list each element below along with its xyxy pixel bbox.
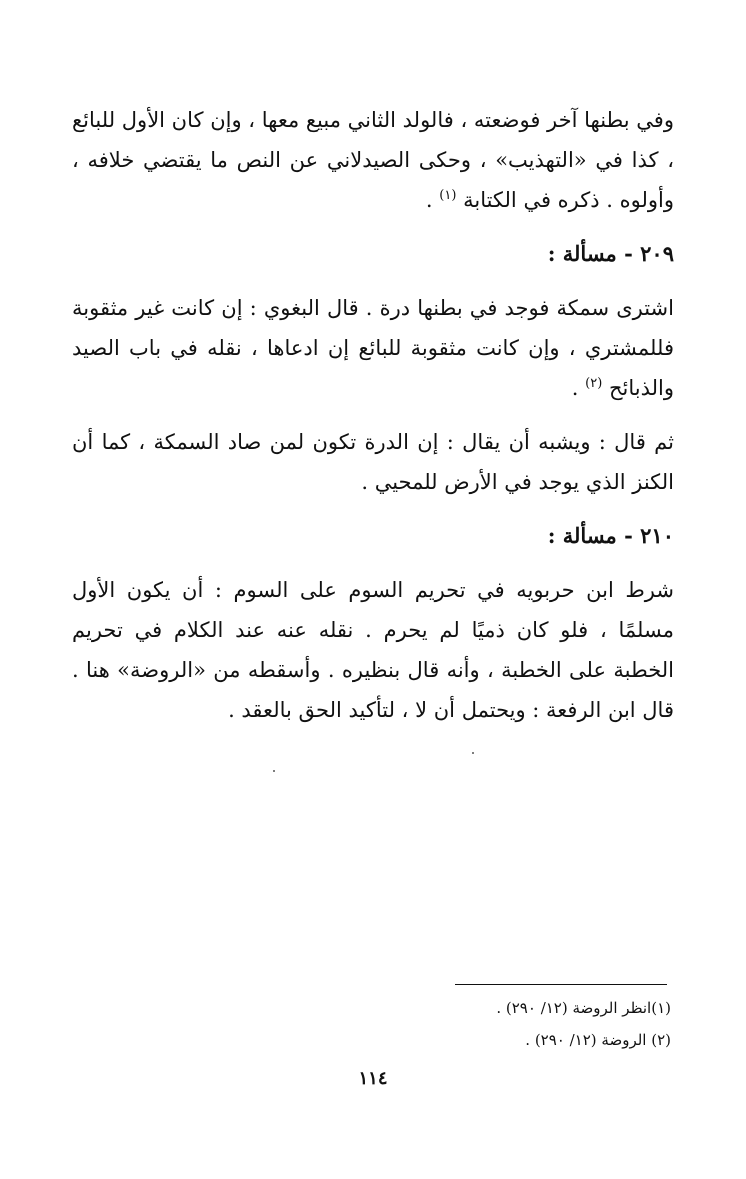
paragraph-2 [72, 288, 674, 408]
scan-speck [273, 770, 275, 772]
issue-heading-209: ٢٠٩ - مسألة : [547, 241, 674, 266]
page-number: ١١٤ [358, 1068, 388, 1089]
footnote-divider [455, 984, 667, 985]
paragraph-2-end: . [571, 376, 579, 400]
main-text [72, 100, 674, 744]
paragraph-2-text: اشترى سمكة فوجد في بطنها درة . قال البغوي : إن كانت غير مثقوبة فللمشتري ، وإن كانت مثقوبة للبائع إن ادعاها ، نقله في باب الصيد والذبائح [72, 296, 674, 400]
footnote-1: (١)انظر الروضة (١٢/ ٢٩٠) . [496, 999, 671, 1017]
paragraph-1 [72, 100, 674, 220]
paragraph-1-end: . [425, 188, 433, 212]
paragraph-1-text: وفي بطنها آخر فوضعته ، فالولد الثاني مبيع معها ، وإن كان الأول للبائع ، كذا في «التهذيب» ، وحكى الصيدلاني عن النص ما يقتضي خلافه ، وأولوه . ذكره في الكتابة [72, 108, 674, 212]
footnote-ref-2[interactable]: (٢) [585, 376, 603, 391]
paragraph-3: ثم قال : ويشبه أن يقال : إن الدرة تكون لمن صاد السمكة ، كما أن الكنز الذي يوجد في الأرض للمحيي . [72, 430, 674, 494]
scan-speck [472, 752, 474, 754]
footnotes [72, 992, 671, 1056]
paragraph-4: شرط ابن حربويه في تحريم السوم على السوم : أن يكون الأول مسلمًا ، فلو كان ذميًا لم يحرم . نقله عنه عند الكلام في تحريم الخطبة على الخطبة ، وأنه قال بنظيره . وأسقطه من «الروضة» هنا . قال ابن الرفعة : ويحتمل أن لا ، لتأكيد الحق بالعقد . [72, 578, 674, 722]
issue-heading-210: ٢١٠ - مسألة : [547, 523, 674, 548]
footnote-ref-1[interactable]: (١) [439, 188, 457, 203]
footnote-2: (٢) الروضة (١٢/ ٢٩٠) . [525, 1031, 671, 1049]
